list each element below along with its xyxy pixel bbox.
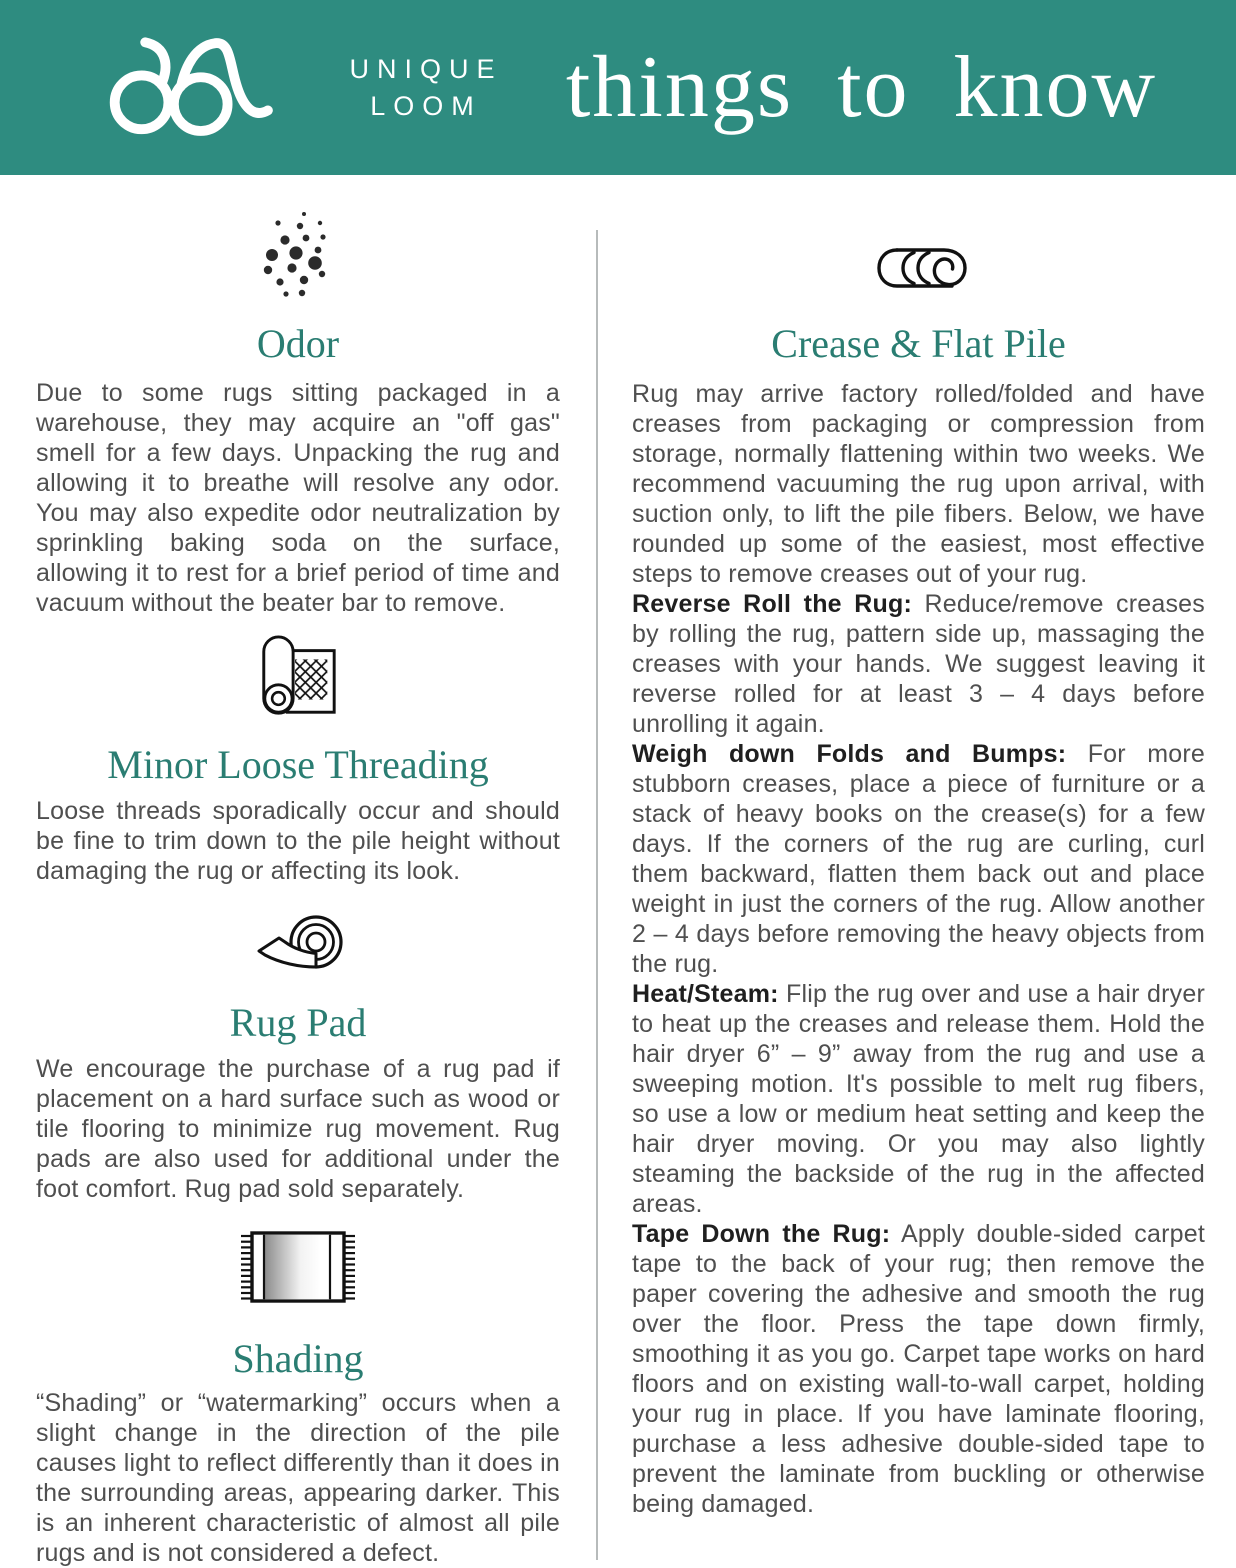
crease-flat-pile-intro-text: Rug may arrive factory rolled/folded and have creases from packaging or compression from storage, normally flattening within two weeks. We recommend vacuuming the rug upon arrival, with suction only, to lift the pile fibers. Below, we have rounded up some of the easiest, most effective steps to remove creases out of your rug. xyxy=(632,380,1205,588)
section-shading xyxy=(36,1204,560,1568)
odor-heading: Odor xyxy=(256,321,340,366)
tip-weigh-down xyxy=(632,739,1205,979)
section-crease-flat-pile xyxy=(632,175,1205,1519)
tip-tape-down xyxy=(632,1219,1205,1519)
minor-loose-threading-body-text: Loose threads sporadically occur and should be fine to trim down to the pile height without damaging the rug or affecting its look. xyxy=(36,797,560,885)
tip-reverse-roll-label: Reverse Roll the Rug: xyxy=(632,590,912,618)
section-rug-pad xyxy=(36,886,560,1204)
content-area xyxy=(0,175,1236,1568)
tip-heat-steam-label: Heat/Steam: xyxy=(632,980,779,1008)
fringed-rug-gradient-icon xyxy=(36,1204,560,1306)
page-title: things to know xyxy=(565,38,1158,136)
rug-pad-roll-icon xyxy=(36,886,560,972)
section-odor xyxy=(36,175,560,618)
odor-body-text: Due to some rugs sitting packaged in a warehouse, they may acquire an "off gas" smell for a few days. Unpacking the rug and allowing it to breathe will resolve any odor. You may also expedite odor neutralization by sprinkling baking soda on the surface, allowing it to rest for a brief period of time and vacuum without the beater bar to remove. xyxy=(36,379,560,617)
brand-name xyxy=(320,51,532,125)
tip-tape-down-label: Tape Down the Rug: xyxy=(632,1220,891,1248)
header-banner xyxy=(0,0,1236,175)
tip-weigh-down-label: Weigh down Folds and Bumps: xyxy=(632,740,1067,768)
left-column xyxy=(36,175,560,1568)
column-divider xyxy=(596,230,598,1560)
brand-name-line2: LOOM xyxy=(370,90,482,121)
right-column xyxy=(632,175,1205,1568)
rolled-rug-crosshatch-icon xyxy=(36,618,560,724)
minor-loose-threading-heading: Minor Loose Threading xyxy=(107,742,489,787)
brand-name-line1: UNIQUE xyxy=(349,53,503,84)
tip-reverse-roll xyxy=(632,589,1205,739)
rug-pad-body-text: We encourage the purchase of a rug pad if placement on a hard surface such as wood or tile flooring to minimize rug movement. Rug pads are also used for additional under the foot comfort. Rug pad sold separately. xyxy=(36,1055,560,1203)
tip-weigh-down-text: For more stubborn creases, place a piece of furniture or a stack of heavy books on the crease(s) for a few days. If the corners of the rug are curling, curl them backward, flatten them back out and place weight in just the corners of the rug. Allow another 2 – 4 days before removing the heavy objects from the rug. xyxy=(632,740,1205,978)
shading-heading: Shading xyxy=(232,1336,364,1381)
section-minor-loose-threading xyxy=(36,618,560,886)
crease-flat-pile-heading: Crease & Flat Pile xyxy=(771,321,1066,366)
shading-body-text: “Shading” or “watermarking” occurs when a slight change in the direction of the pile causes light to reflect differently than it does in the surrounding areas, appearing darker. This is an inherent characteristic of almost all pile rugs and is not considered a defect. xyxy=(36,1389,560,1567)
tip-heat-steam xyxy=(632,979,1205,1219)
tip-tape-down-text: Apply double-sided carpet tape to the back of your rug; then remove the paper covering the adhesive and smooth the rug over the floor. Press the tape down firmly, smoothing it as you go. Carpet tape works on hard floors and on existing wall-to-wall carpet, holding your rug in place. If you have laminate flooring, purchase a less adhesive double-sided tape to prevent the laminate from buckling or otherwise being damaged. xyxy=(632,1220,1205,1518)
rug-pad-heading: Rug Pad xyxy=(229,1000,367,1045)
odor-sprinkle-dots-icon xyxy=(36,175,560,303)
brand-logo xyxy=(95,34,310,142)
unique-loom-dd-logo-icon xyxy=(95,34,310,142)
rolled-rug-side-spiral-icon xyxy=(632,175,1205,291)
tip-reverse-roll-text: Reduce/remove creases by rolling the rug, pattern side up, massaging the creases with your hands. We suggest leaving it reverse rolled for at least 3 – 4 days before unrolling it again. xyxy=(632,590,1205,738)
tip-heat-steam-text: Flip the rug over and use a hair dryer to heat up the creases and release them. Hold the hair dryer 6” – 9” away from the rug and use a sweeping motion. It's possible to melt rug fibers, so use a low or medium heat setting and keep the hair dryer moving. Or you may also lightly steaming the backside of the rug in the affected areas. xyxy=(632,980,1205,1218)
